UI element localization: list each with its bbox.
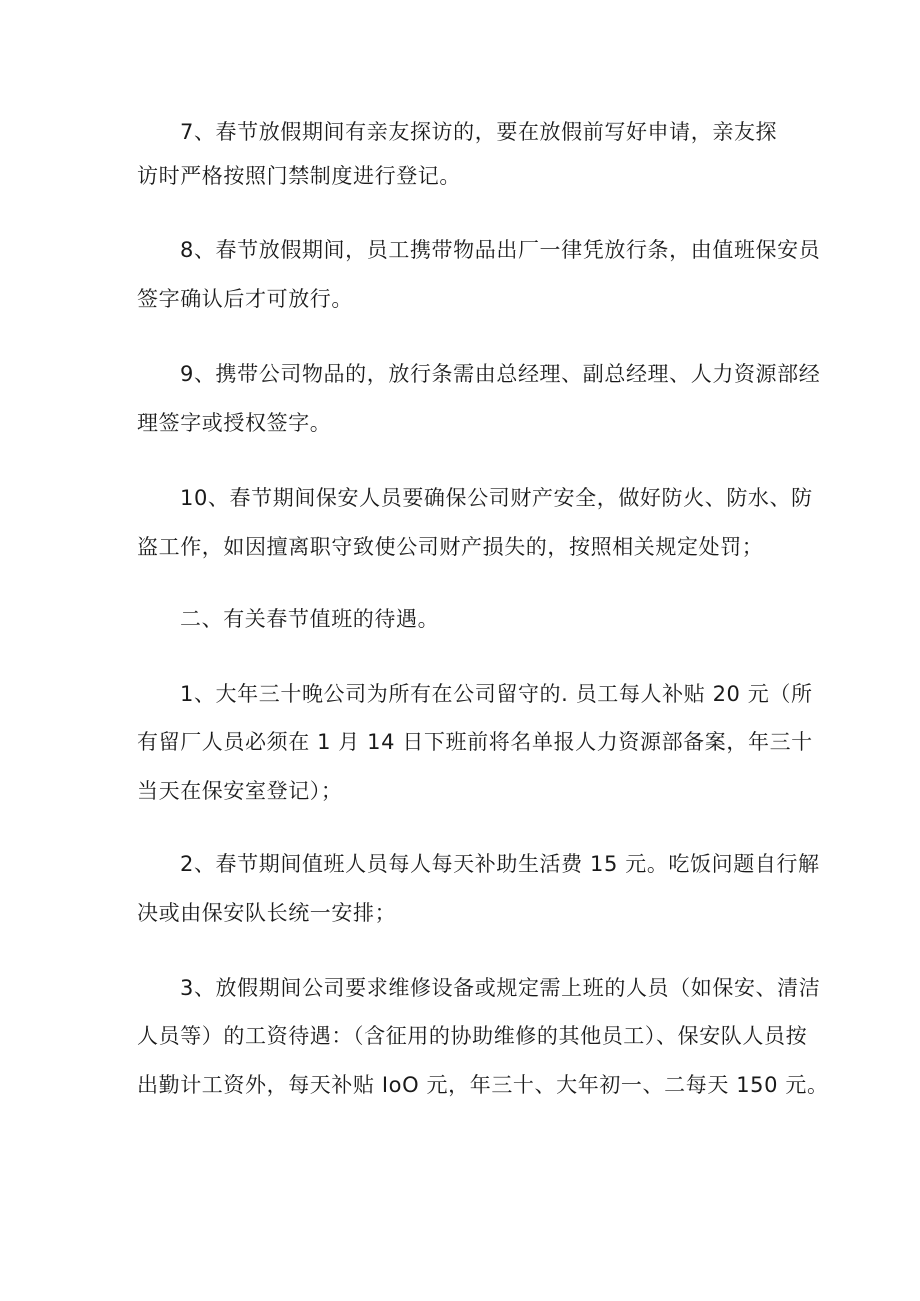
paragraph-item-10-line-1: 10、春节期间保安人员要确保公司财产安全，做好防火、防水、防 <box>180 486 813 510</box>
paragraph-benefit-2-line-1: 2、春节期间值班人员每人每天补助生活费 15 元。吃饭问题自行解 <box>180 852 820 876</box>
paragraph-benefit-3-line-2: 人员等）的工资待遇：（含征用的协助维修的其他员工）、保安队人员按 <box>137 1024 808 1048</box>
paragraph-item-10-line-2: 盗工作，如因擅离职守致使公司财产损失的，按照相关规定处罚； <box>137 535 764 559</box>
paragraph-item-7-line-2: 访时严格按照门禁制度进行登记。 <box>137 164 461 188</box>
paragraph-benefit-1-line-2: 有留厂人员必须在 1 月 14 日下班前将名单报人力资源部备案，年三十 <box>137 730 813 754</box>
paragraph-item-9-line-1: 9、携带公司物品的，放行条需由总经理、副总经理、人力资源部经 <box>180 362 821 386</box>
paragraph-item-9-line-2: 理签字或授权签字。 <box>137 411 332 435</box>
paragraph-benefit-1-line-3: 当天在保安室登记）； <box>137 779 343 803</box>
paragraph-benefit-2-line-2: 决或由保安队长统一安排； <box>137 901 397 925</box>
paragraph-benefit-3-line-3: 出勤计工资外，每天补贴 IoO 元，年三十、大年初一、二每天 150 元。 <box>137 1073 829 1097</box>
paragraph-item-8-line-1: 8、春节放假期间，员工携带物品出厂一律凭放行条，由值班保安员 <box>180 238 821 262</box>
section-heading: 二、有关春节值班的待遇。 <box>180 607 440 631</box>
paragraph-item-7-line-1: 7、春节放假期间有亲友探访的，要在放假前写好申请，亲友探 <box>180 120 778 144</box>
paragraph-item-8-line-2: 签字确认后才可放行。 <box>137 287 353 311</box>
paragraph-benefit-1-line-1: 1、大年三十晚公司为所有在公司留守的. 员工每人补贴 20 元（所 <box>180 682 813 706</box>
paragraph-benefit-3-line-1: 3、放假期间公司要求维修设备或规定需上班的人员（如保安、清洁 <box>180 976 821 1000</box>
